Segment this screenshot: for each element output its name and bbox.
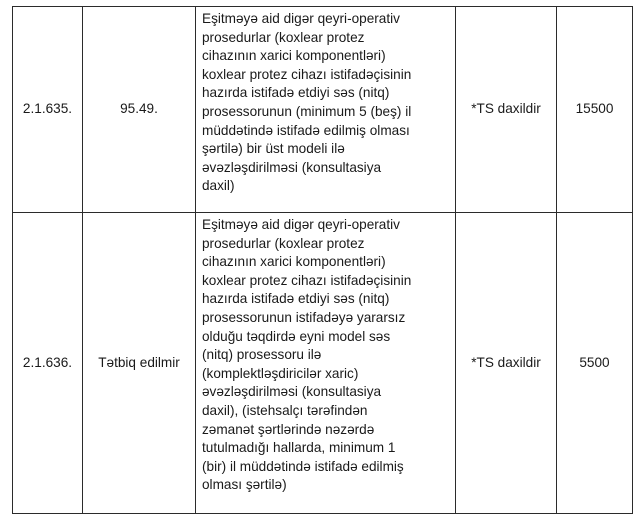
description-line: daxil) [202, 178, 235, 194]
description-line: prosessorunun (minimum 5 (beş) il [202, 103, 412, 119]
description-line: Eşitməyə aid digər qeyri-operativ [202, 11, 400, 26]
description-line: hazırda istifadə etdiyi səs (nitq) [202, 85, 390, 101]
description-line: olması şərtilə) [202, 477, 287, 493]
description-line: prosedurlar (koxlear protez [202, 29, 365, 45]
service-code-cell: 2.1.635. [13, 7, 83, 213]
table-row [13, 7, 633, 213]
description-line: cihazının xarici komponentləri) [202, 254, 386, 270]
note-cell: *TS daxildir [456, 213, 557, 514]
description-cell [196, 213, 456, 514]
icd-code-cell: Tətbiq edilmir [83, 213, 196, 514]
description-cell [196, 7, 456, 213]
description-line: (bir) il müddətində istifadə edilmiş [202, 458, 404, 474]
service-code-cell: 2.1.636. [13, 213, 83, 514]
table-row [13, 213, 633, 514]
icd-code-cell: 95.49. [83, 7, 196, 213]
note-cell: *TS daxildir [456, 7, 557, 213]
services-table [12, 6, 633, 514]
description-line: olduğu təqdirdə eyni model səs [202, 328, 391, 344]
description-line: koxlear protez cihazı istifadəçisinin [202, 66, 412, 82]
description-line: prosedurlar (koxlear protez [202, 235, 365, 251]
description-line: əvəzləşdirilməsi (konsultasiya [202, 384, 382, 400]
description-line: daxil), (istehsalçı tərəfindən [202, 402, 368, 418]
description-line: zəmanət şərtlərində nəzərdə [202, 421, 375, 437]
description-line: tutulmadığı hallarda, minimum 1 [202, 440, 396, 456]
description-line: şərtilə) bir üst modeli ilə [202, 141, 345, 157]
description-line: hazırda istifadə etdiyi səs (nitq) [202, 291, 390, 307]
description-line: müddətində istifadə edilmiş olması [202, 122, 410, 138]
description-line: koxlear protez cihazı istifadəçisinin [202, 272, 412, 288]
price-cell: 5500 [557, 213, 633, 514]
price-cell: 15500 [557, 7, 633, 213]
description-line: cihazının xarici komponentləri) [202, 48, 386, 64]
description-line: (komplektləşdiricilər xaric) [202, 365, 359, 381]
description-line: əvəzləşdirilməsi (konsultasiya [202, 159, 382, 175]
description-line: Eşitməyə aid digər qeyri-operativ [202, 217, 400, 232]
description-line: prosessorunun istifadəyə yararsız [202, 309, 406, 325]
description-line: (nitq) prosessoru ilə [202, 347, 322, 363]
